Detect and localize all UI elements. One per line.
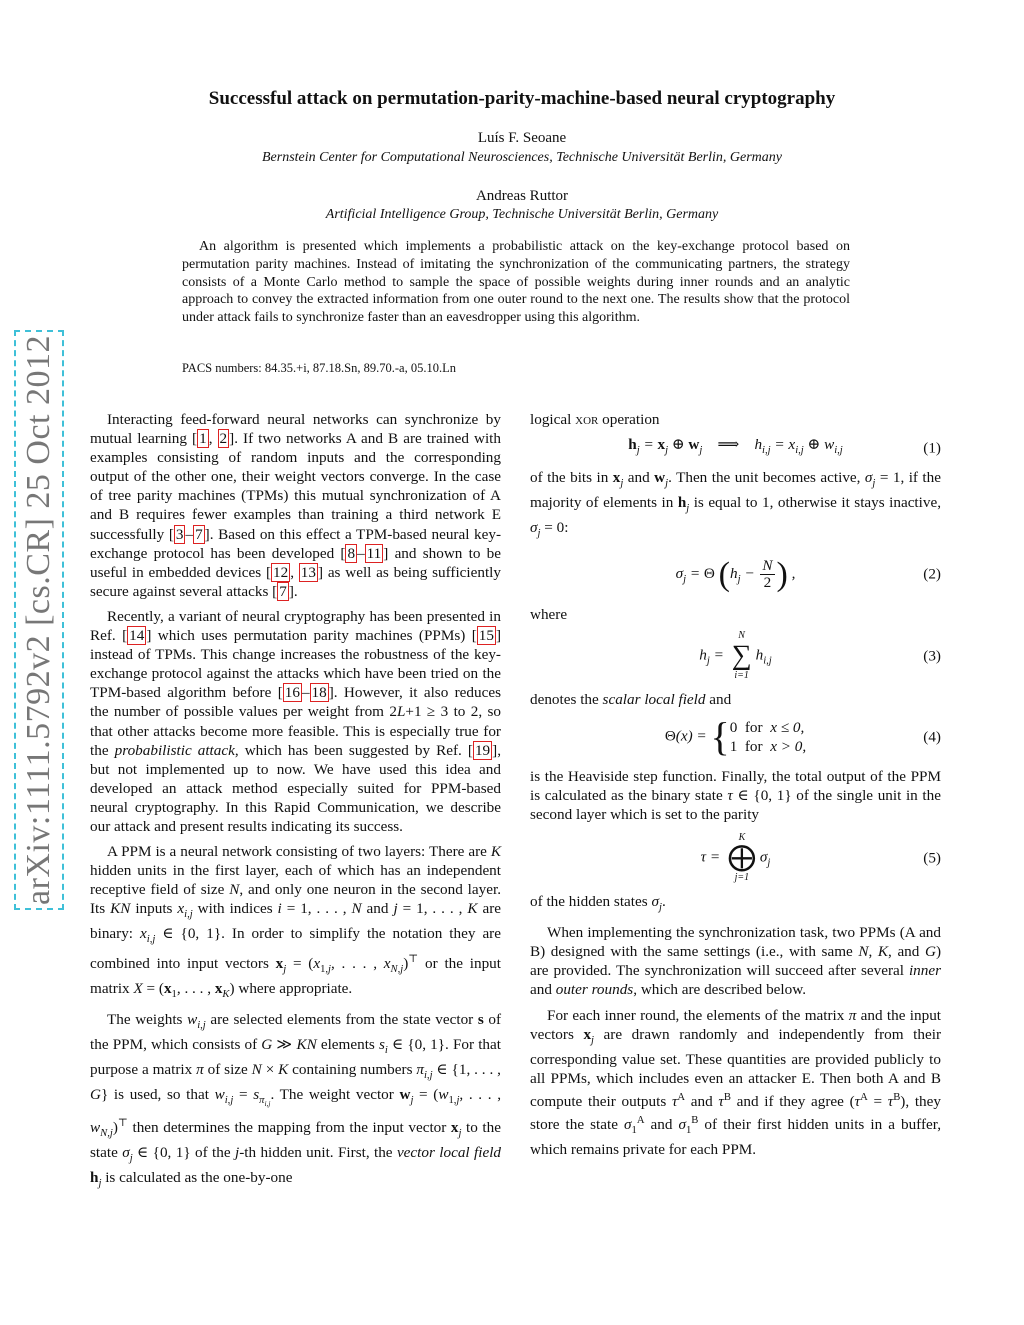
paragraph: For each inner round, the elements of the matrix π and the input vectors $x_j$ are drawn randomly and independently from their corresponding value set. These quantities are provided publicly to all PPMs, which includes even an attacker E. Then both A and B compute their outputs $\tau^A$ and $\tau^B$ and if they agree $(\tau^A = \tau^B)$, they store the state $\sigma_1^A$ and $\sigma_1^B$ of their first hidden units in a buffer, which remains private for each PPM. xyxy=(530,1006,942,1159)
paragraph: Recently, a variant of neural cryptography has been presented in Ref. [ 14 ] which uses permutation parity machines (PPMs) [ 15 ] instead of TPMs. This change increases the robustness of the key-exchange protocol against the attacks which have been tried on the TPM-based algorithm before [ 16 – 18 ]. However, it also reduces the number of possible values per weight from 2L+1 ≥ 3 to 2, so that other attacks become more feasible. This is especially true for the probabilistic attack, which has been suggested by Ref. [ 19 ], but not implemented up to now. We have used this idea and developed an attack method especially suited for PPM-based neural cryptography. In this Rapid Communication, we describe our attack and present results indicating its success. xyxy=(90,607,502,835)
author-name: Luís F. Seoane xyxy=(477,130,567,146)
paragraph: logical xor operation xyxy=(530,411,660,428)
paragraph: of the hidden states $\sigma_j$. xyxy=(530,893,666,914)
author-affiliation: Artificial Intelligence Group, Technische Universität Berlin, Germany xyxy=(325,207,719,222)
abstract xyxy=(182,238,850,327)
paragraph: Interacting feed-forward neural networks can synchronize by mutual learning [ 1 , 2 ]. If two networks A and B are trained with examples consisting of random inputs and the corresponding output of the other one, their weight vectors converge. In the case of tree parity machines (TPMs) this mutual synchronization of A and B requires fewer examples than training a third network E successfully [ 3 – 7 ]. Based on this effect a TPM-based neural key-exchange protocol has been developed [ 8 – 11 ] and shown to be useful in embedded devices [ 12 , 13 ] as well as being sufficiently secure against several attacks [ 7 ]. xyxy=(90,411,502,600)
pacs-numbers: PACS numbers: 84.35.+i, 87.18.Sn, 89.70.-a, 05.10.Ln xyxy=(182,361,456,375)
paragraph: where xyxy=(530,605,568,623)
paragraph: denotes the scalar local field and xyxy=(530,690,732,708)
equation-2: $\sigma_j = \Theta$ ($h_j$ − $\frac{N}{2}$ ) , (2) xyxy=(675,555,941,593)
abstract-text: An algorithm is presented which implements a probabilistic attack on the key-exchange protocol based on permutation parity machines. Instead of imitating the synchronization of the communicating partners, the strategy consists of a Monte Carlo method to sample the space of possible weights during inner rounds and an analytic approach to convey the extracted information from one outer round to the next one. The results show that the protocol under attack fails to synchronize faster than an eavesdropper using this algorithm. xyxy=(182,239,850,326)
paragraph: The weights $w_{i,j}$ are selected elements from the state vector s of the PPM, which consists of G ≫ KN elements $s_i$ ∈ {0, 1}. For that purpose a matrix π of size N × K containing numbers $\pi_{i,j}$ ∈ {1, . . . , G} is used, so that $w_{i,j} = s_{\pi_{i,j}}$. The weight vector $w_j = (w_{1,j}$, . . . , $w_{N,j})^⊤$ then determines the mapping from the input vector $x_j$ to the state $\sigma_j$ ∈ {0, 1} of the j-th hidden unit. First, the vector local field $h_j$ is calculated as the one-by-one xyxy=(90,1010,502,1189)
paragraph: is the Heaviside step function. Finally, the total output of the PPM is calculated as the binary state τ ∈ {0, 1} of the single unit in the second layer which is set to the parity xyxy=(530,767,941,823)
arxiv-identifier: arXiv:1111.5792v2 [cs.CR] 25 Oct 2012 xyxy=(20,335,57,905)
arxiv-stamp xyxy=(14,330,64,910)
equation-number: (1) xyxy=(923,439,941,457)
right-column xyxy=(530,410,941,1165)
paper-title: Successful attack on permutation-parity-machine-based neural cryptography xyxy=(208,88,836,109)
author-name: Andreas Ruttor xyxy=(475,188,569,204)
paragraph: A PPM is a neural network consisting of two layers: There are K hidden units in the first layer, each of which has an independent receptive field of size N, and only one neuron in the second layer. Its KN inputs $x_{i,j}$ with indices i = 1, . . . , N and j = 1, . . . , K are binary: $x_{i,j}$ ∈ {0, 1}. In order to simplify the notation they are combined into input vectors $x_j = (x_{1,j}$, . . . , $x_{N,j})^⊤$ or the input matrix $X = (x_1$, . . . , $x_K$) where appropriate. xyxy=(90,843,501,1000)
equation-5: τ = K ⨁ j=1 $\sigma_j$ (5) xyxy=(700,832,941,884)
equation-number: (4) xyxy=(923,728,941,746)
equation-number: (2) xyxy=(923,565,941,583)
equation-4: Θ(x) = {0 for x ≤ 0, 1 for x > 0, (4) xyxy=(664,713,941,759)
equation-1: $h_j = x_j$ ⊕ $w_j$ ⟹ $h_{i,j} = x_{i,j}$ ⊕ $w_{i,j}$ (1) xyxy=(628,436,941,457)
paragraph: When implementing the synchronization task, two PPMs (A and B) designed with the same settings (i.e., with same N, K, and G) are provided. The synchronization will succeed after several inner and outer rounds, which are described below. xyxy=(530,924,942,999)
equation-number: (5) xyxy=(923,849,941,867)
equation-number: (3) xyxy=(923,647,941,665)
left-column xyxy=(90,410,501,1199)
equation-3: $h_j$ = N ∑ i=1 $h_{i,j}$ (3) xyxy=(699,629,941,681)
author-affiliation: Bernstein Center for Computational Neurosciences, Technische Universität Berlin, Germany xyxy=(261,150,782,165)
paragraph: of the bits in $x_j$ and $w_j$. Then the unit becomes active, $\sigma_j = 1$, if the majority of elements in $h_j$ is equal to 1, otherwise it stays inactive, $\sigma_j = 0$: xyxy=(530,469,942,540)
